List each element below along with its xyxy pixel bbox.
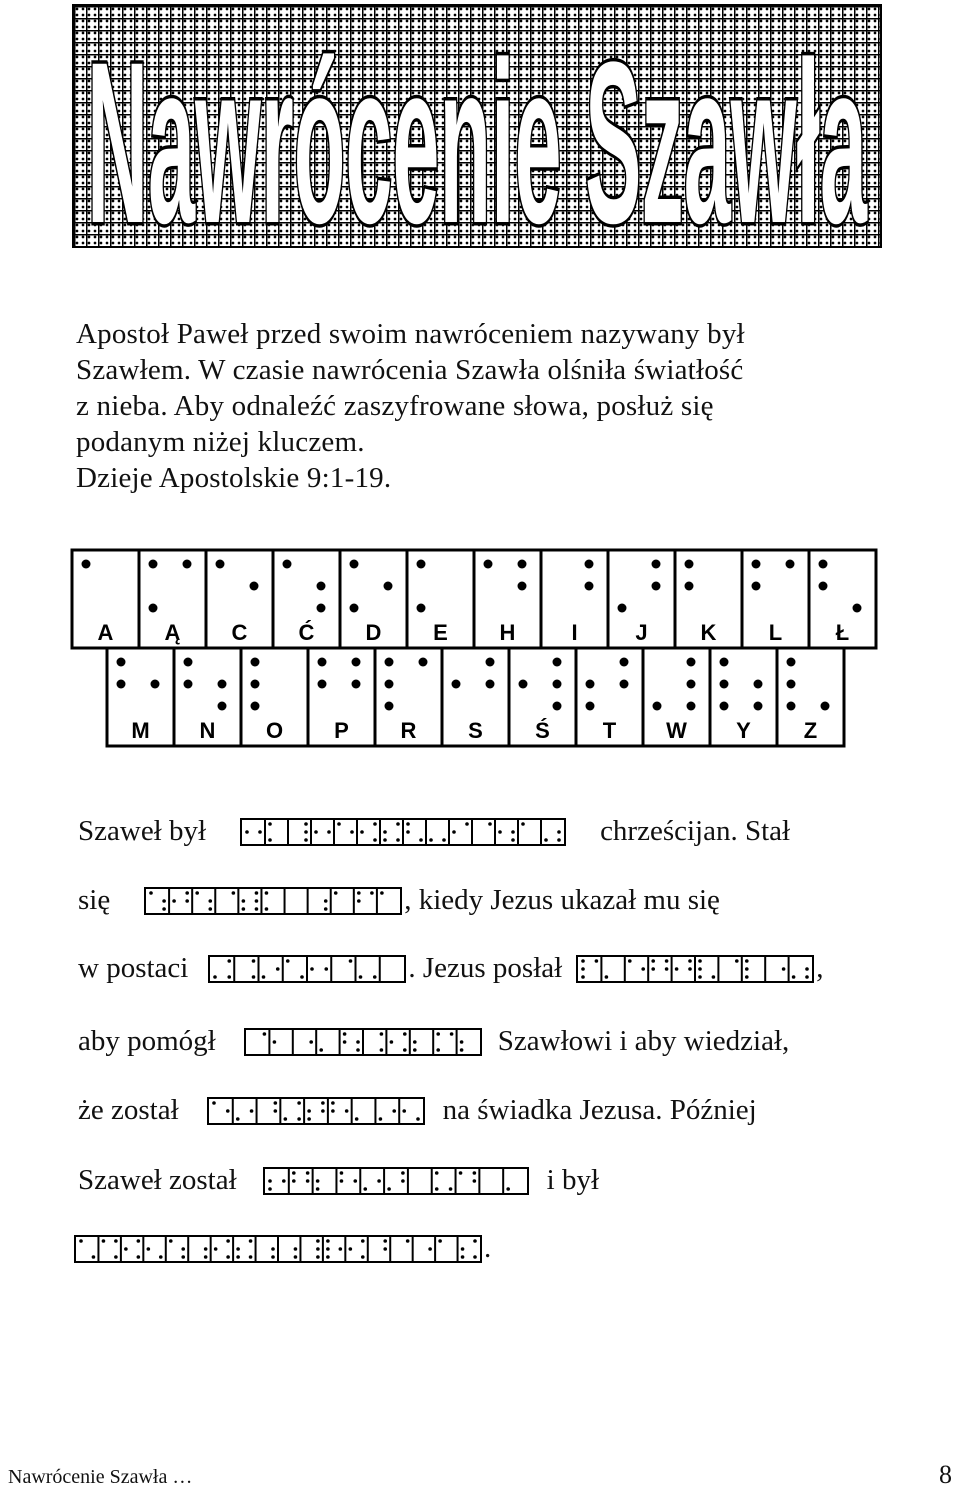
encoded-word <box>144 887 402 915</box>
key-letter: I <box>571 620 578 645</box>
key-letter: P <box>334 718 349 743</box>
intro-line: z nieba. Aby odnaleźć zaszyfrowane słowa, posłuż się <box>76 390 714 422</box>
encoded-word <box>240 818 566 846</box>
key-cell <box>742 550 809 648</box>
line-text: . <box>484 1232 492 1264</box>
key-cell <box>273 550 340 648</box>
page-title: Nawrócenie Szawła <box>87 14 868 246</box>
intro-line: podanym niżej kluczem. <box>76 426 365 458</box>
intro-line: Szawłem. W czasie nawrócenia Szawła olśniła światłość <box>76 354 744 386</box>
line-text: że został <box>78 1094 179 1126</box>
key-cell <box>107 648 174 746</box>
key-letter: J <box>635 620 648 645</box>
key-cell <box>608 550 675 648</box>
line-text: Szaweł został <box>78 1164 237 1196</box>
key-letter: Z <box>803 718 818 743</box>
title-banner <box>72 4 882 248</box>
key-letter: Ł <box>835 620 850 645</box>
key-letter: Ć <box>298 620 315 645</box>
page-number: 8 <box>939 1460 952 1489</box>
key-cell <box>72 550 139 648</box>
key-letter: Ś <box>535 718 550 743</box>
line-text: chrześcijan. Stał <box>600 815 791 847</box>
puzzle-line-2 <box>78 884 720 917</box>
encoded-word <box>576 955 814 983</box>
intro-line: Apostoł Paweł przed swoim nawróceniem nazywany był <box>76 318 745 350</box>
puzzle-line-4 <box>78 1025 789 1058</box>
key-cell <box>474 550 541 648</box>
encoded-word <box>74 1235 482 1263</box>
key-letter: W <box>666 718 687 743</box>
puzzle-line-1 <box>78 815 790 848</box>
key-cell <box>442 648 509 746</box>
key-letter: T <box>602 718 617 743</box>
key-cell <box>541 550 608 648</box>
key-letter: L <box>768 620 783 645</box>
encoded-word <box>207 1097 425 1125</box>
encoded-word <box>208 955 406 983</box>
key-cell <box>407 550 474 648</box>
key-letter: O <box>265 718 284 743</box>
encoded-word <box>244 1028 482 1056</box>
line-text: . Jezus posłał <box>408 952 563 984</box>
key-cell <box>308 648 375 746</box>
key-cell <box>241 648 308 746</box>
key-cell <box>576 648 643 746</box>
intro-line: Dzieje Apostolskie 9:1-19. <box>76 462 392 494</box>
key-cell <box>206 550 273 648</box>
puzzle-line-3 <box>78 952 823 985</box>
key-letter: Ą <box>164 620 181 645</box>
key-letter: M <box>131 718 150 743</box>
footer-title: Nawrócenie Szawła … <box>8 1466 193 1488</box>
key-cell <box>375 648 442 746</box>
key-letter: E <box>433 620 448 645</box>
key-cell <box>710 648 777 746</box>
line-text: i był <box>546 1164 600 1196</box>
line-text: się <box>78 884 111 916</box>
cipher-key <box>70 548 880 753</box>
line-text: aby pomógł <box>78 1025 216 1057</box>
key-cell <box>340 550 407 648</box>
encoded-word <box>263 1167 529 1195</box>
line-text: Szawłowi i aby wiedział, <box>497 1025 790 1057</box>
key-cell <box>139 550 206 648</box>
line-text: na świadka Jezusa. Później <box>442 1094 757 1126</box>
key-letter: R <box>400 718 417 743</box>
puzzle-line-7 <box>74 1232 491 1265</box>
line-text: w postaci <box>78 952 189 984</box>
key-cell <box>675 550 742 648</box>
key-cell <box>777 648 844 746</box>
line-text: , <box>816 952 824 984</box>
key-letter: S <box>468 718 483 743</box>
key-cell <box>643 648 710 746</box>
intro-paragraph <box>76 316 896 496</box>
key-letter: K <box>700 620 717 645</box>
key-cell <box>509 648 576 746</box>
key-cell <box>809 550 876 648</box>
key-cell <box>174 648 241 746</box>
puzzle-line-6 <box>78 1164 599 1197</box>
key-letter: C <box>231 620 248 645</box>
key-letter: N <box>199 718 216 743</box>
key-letter: A <box>97 620 114 645</box>
key-letter: D <box>365 620 382 645</box>
line-text: , kiedy Jezus ukazał mu się <box>404 884 720 916</box>
key-letter: Y <box>736 718 751 743</box>
puzzle-line-5 <box>78 1094 757 1127</box>
key-letter: H <box>499 620 516 645</box>
line-text: Szaweł był <box>78 815 207 847</box>
